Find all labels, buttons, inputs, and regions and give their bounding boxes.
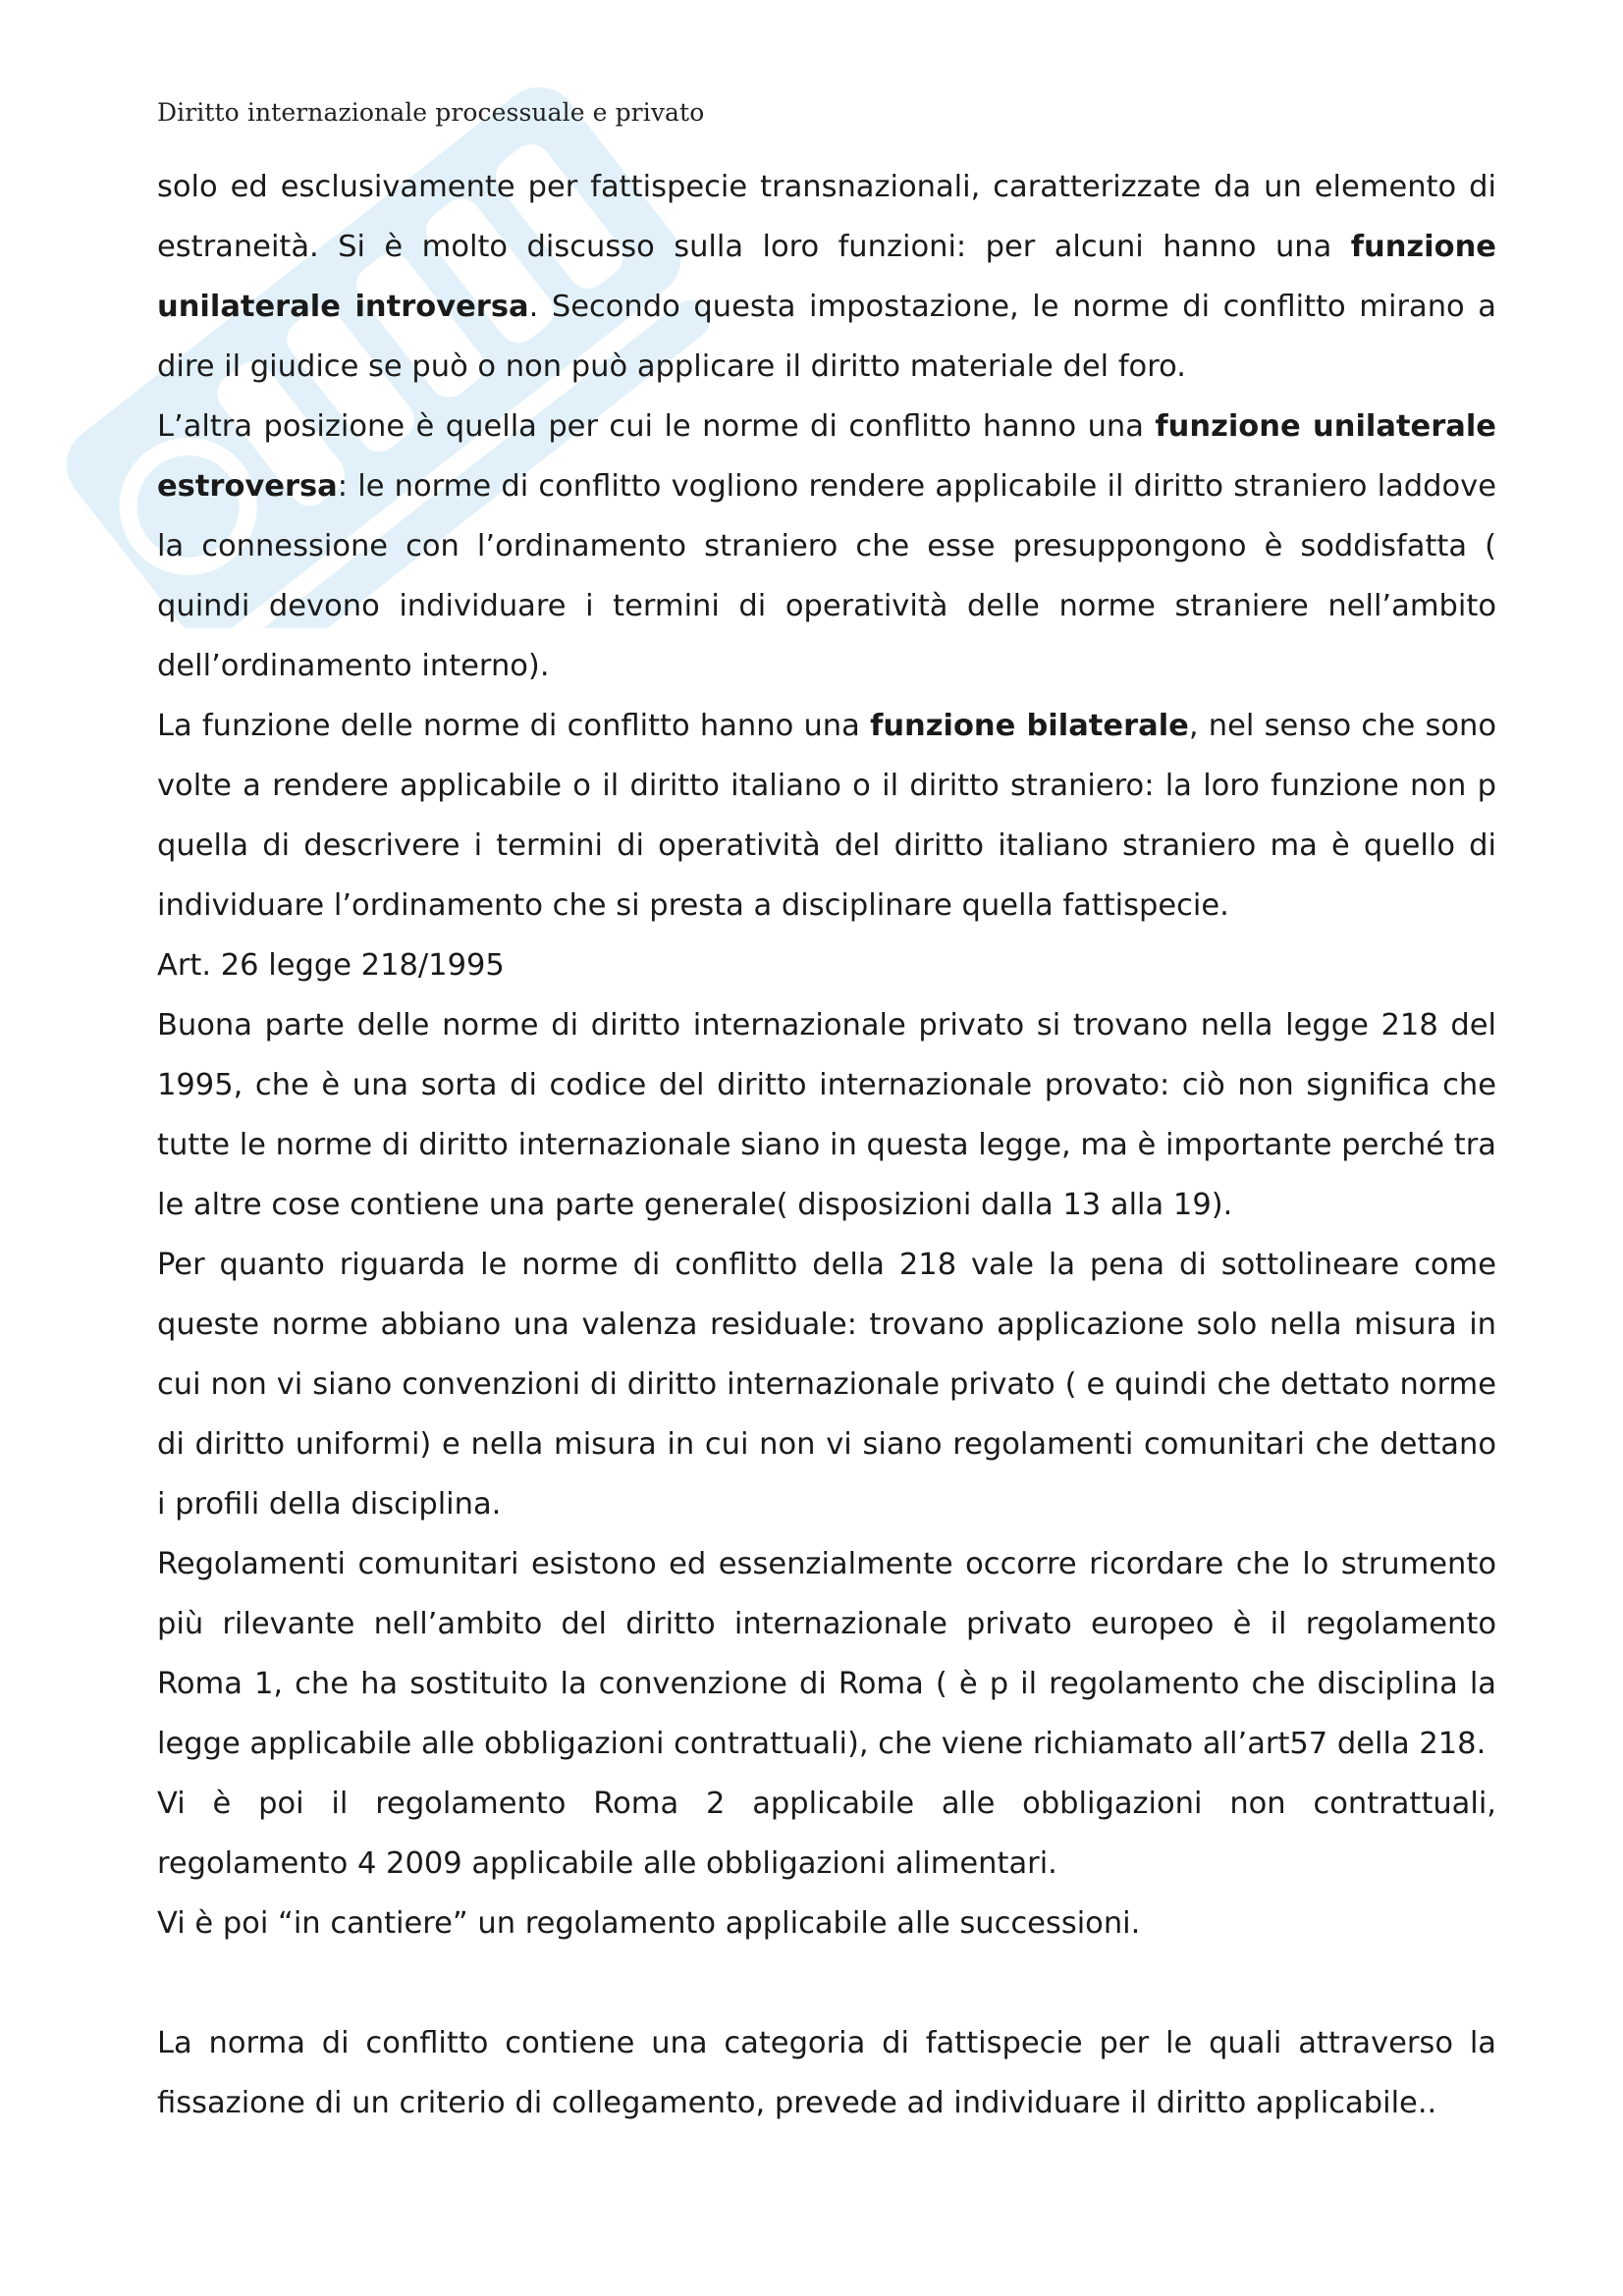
running-header: Diritto internazionale processuale e privato xyxy=(157,98,705,127)
paragraph-text: L’altra posizione è quella per cui le norme di conflitto hanno una xyxy=(157,409,1156,444)
paragraph-text: Vi è poi il regolamento Roma 2 applicabile alle obbligazioni non contrattuali, regolamento 4 2009 applicabile alle obbligazioni alimentari. xyxy=(157,1787,1496,1881)
document-body xyxy=(157,157,1496,2133)
bold-term: funzione unilaterale estroversa xyxy=(157,409,1496,504)
bold-term: funzione unilaterale introversa xyxy=(157,230,1496,324)
paragraph-text: , nel senso che sono volte a rendere applicabile o il diritto italiano o il diritto straniero: la loro funzione non p quella di descrivere i termini di operatività del diritto italiano straniero ma è quello di individuare l’ordinamento che si presta a disciplinare quella fattispecie. xyxy=(157,709,1496,923)
paragraph-successioni xyxy=(157,1894,1496,1953)
paragraph-valenza-residuale xyxy=(157,1235,1496,1534)
paragraph-text: Vi è poi “in cantiere” un regolamento applicabile alle successioni. xyxy=(157,1906,1141,1941)
paragraph-legge-218 xyxy=(157,995,1496,1235)
paragraph-spacer xyxy=(157,1953,1496,2013)
paragraph-text: Regolamenti comunitari esistono ed essenzialmente occorre ricordare che lo strumento più rilevante nell’ambito del diritto internazionale privato europeo è il regolamento Roma 1, che ha sostituito la convenzione di Roma ( è p il regolamento che disciplina la legge applicabile alle obbligazioni contrattuali), che viene richiamato all’art57 della 218. xyxy=(157,1547,1496,1761)
paragraph-text: . Secondo questa impostazione, le norme di conflitto mirano a dire il giudice se può o non può applicare il diritto materiale del foro. xyxy=(157,290,1496,384)
paragraph-norma-di-conflitto xyxy=(157,2013,1496,2133)
paragraph-text: : le norme di conflitto vogliono rendere applicabile il diritto straniero laddove la connessione con l’ordinamento straniero che esse presuppongono è soddisfatta ( quindi devono individuare i termini di operatività delle norme straniere nell’ambito dell’ordinamento interno). xyxy=(157,469,1496,683)
paragraph-funzione-estroversa xyxy=(157,397,1496,696)
paragraph-text: La norma di conflitto contiene una categoria di fattispecie per le quali attraverso la fissazione di un criterio di collegamento, prevede ad individuare il diritto applicabile.. xyxy=(157,2026,1496,2120)
paragraph-regolamenti-comunitari xyxy=(157,1534,1496,1774)
paragraph-text: Buona parte delle norme di diritto internazionale privato si trovano nella legge 218 del 1995, che è una sorta di codice del diritto internazionale provato: ciò non significa che tutte le norme di diritto internazionale siano in questa legge, ma è importante perché tra le altre cose contiene una parte generale( disposizioni dalla 13 alla 19). xyxy=(157,1008,1496,1222)
paragraph-text: Art. 26 legge 218/1995 xyxy=(157,948,505,983)
paragraph-text: La funzione delle norme di conflitto hanno una xyxy=(157,709,871,743)
paragraph-text: solo ed esclusivamente per fattispecie transnazionali, caratterizzate da un elemento di estraneità. Si è molto discusso sulla loro funzioni: per alcuni hanno una xyxy=(157,170,1496,264)
paragraph-roma-2 xyxy=(157,1774,1496,1894)
bold-term: funzione bilaterale xyxy=(870,709,1189,743)
paragraph-funzione-introversa xyxy=(157,157,1496,397)
paragraph-funzione-bilaterale xyxy=(157,696,1496,935)
paragraph-article-reference xyxy=(157,935,1496,995)
paragraph-text: Per quanto riguarda le norme di conflitto della 218 vale la pena di sottolineare come queste norme abbiano una valenza residuale: trovano applicazione solo nella misura in cui non vi siano convenzioni di diritto internazionale privato ( e quindi che dettato norme di diritto uniformi) e nella misura in cui non vi siano regolamenti comunitari che dettano i profili della disciplina. xyxy=(157,1248,1496,1522)
